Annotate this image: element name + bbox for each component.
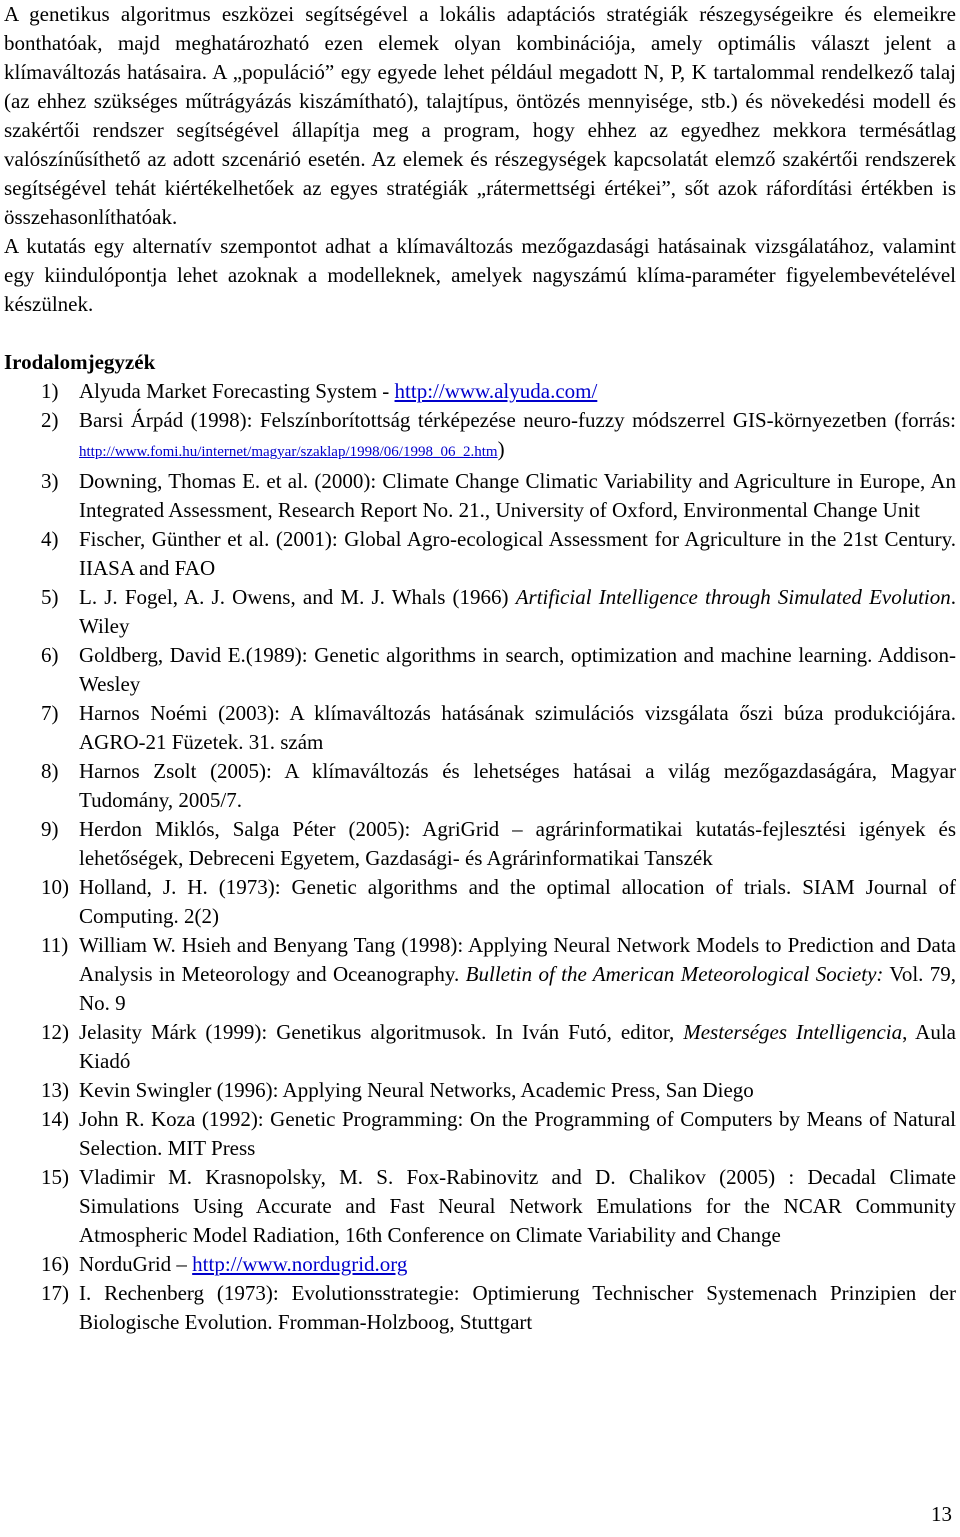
reference-text: Fischer, Günther et al. (2001): Global Agro-ecological Assessment for Agriculture in the 21st Century. IIASA and FAO [79,527,956,580]
reference-number: 12) [41,1020,69,1044]
reference-text: Downing, Thomas E. et al. (2000): Climate Change Climatic Variability and Agriculture in Europe, An Integrated Assessment, Research Report No. 21., University of Oxford, Environmental Change Unit [79,469,956,522]
reference-number: 16) [41,1252,69,1276]
reference-number: 10) [41,875,69,899]
reference-text: Barsi Árpád (1998): Felszínborítottság térképezése neuro-fuzzy módszerrel GIS-környezetben (forrás: [79,408,956,432]
reference-item [4,815,956,873]
reference-number: 1) [41,379,59,403]
reference-number: 6) [41,643,59,667]
reference-text: Harnos Noémi (2003): A klímaváltozás hatásának szimulációs vizsgálata őszi búza produkciójára. AGRO-21 Füzetek. 31. szám [79,701,956,754]
reference-text-tail: ) [497,437,505,461]
reference-link[interactable]: http://www.nordugrid.org [192,1252,408,1276]
reference-number: 13) [41,1078,69,1102]
page-number: 13 [931,1502,952,1526]
reference-number: 8) [41,759,59,783]
reference-text: L. J. Fogel, A. J. Owens, and M. J. Whals (1966) [79,585,516,609]
reference-item [4,699,956,757]
reference-number: 2) [41,408,59,432]
reference-number: 9) [41,817,59,841]
reference-item [4,525,956,583]
reference-text: Goldberg, David E.(1989): Genetic algorithms in search, optimization and machine learning. Addison-Wesley [79,643,956,696]
reference-item [4,1163,956,1250]
reference-item [4,406,956,467]
reference-text: Kevin Swingler (1996): Applying Neural Networks, Academic Press, San Diego [79,1078,754,1102]
reference-number: 17) [41,1281,69,1305]
reference-item [4,873,956,931]
reference-number: 14) [41,1107,69,1131]
reference-text-tail: , Aula Kiadó [79,1020,956,1073]
reference-link[interactable]: http://www.alyuda.com/ [394,379,598,403]
reference-text-tail: Vol. 79, No. 9 [79,962,956,1015]
reference-number: 11) [41,933,69,957]
reference-title-italic: Bulletin of the American Meteorological Society: [465,962,884,986]
reference-text: Herdon Miklós, Salga Péter (2005): AgriGrid – agrárinformatikai kutatás-fejlesztési igények és lehetőségek, Debreceni Egyetem, Gazdasági- és Agrárinformatikai Tanszék [79,817,956,870]
reference-item [4,1018,956,1076]
reference-text: Alyuda Market Forecasting System - [79,379,395,403]
reference-text: William W. Hsieh and Benyang Tang (1998): Applying Neural Network Models to Prediction and Data Analysis in Meteorology and Oceanography. [79,933,956,986]
reference-item [4,583,956,641]
reference-text: Vladimir M. Krasnopolsky, M. S. Fox-Rabinovitz and D. Chalikov (2005) : Decadal Climate Simulations Using Accurate and Fast Neural Network Emulations for the NCAR Community Atmospheric Model Radiation, 16th Conference on Climate Variability and Change [79,1165,956,1247]
reference-text: John R. Koza (1992): Genetic Programming: On the Programming of Computers by Means of Natural Selection. MIT Press [79,1107,956,1160]
reference-text: I. Rechenberg (1973): Evolutionsstrategie: Optimierung Technischer Systemenach Prinzipien der Biologische Evolution. Fromman-Holzboog, Stuttgart [79,1281,956,1334]
body-paragraph-2: A kutatás egy alternatív szempontot adhat a klímaváltozás mezőgazdasági hatásainak vizsgálatához, valamint egy kiindulópontja lehet azoknak a modelleknek, amelyek nagyszámú klíma-paraméter figyelembevételével készülnek. [4,234,956,316]
reference-text-tail: . Wiley [79,585,956,638]
reference-text: Holland, J. H. (1973): Genetic algorithms and the optimal allocation of trials. SIAM Journal of Computing. 2(2) [79,875,956,928]
reference-text: Jelasity Márk (1999): Genetikus algoritmusok. In Iván Futó, editor, [79,1020,684,1044]
reference-number: 15) [41,1165,69,1189]
reference-title-italic: Artificial Intelligence through Simulated Evolution [515,585,951,609]
body-paragraph-1: A genetikus algoritmus eszközei segítségével a lokális adaptációs stratégiák részegységeikre és elemeikre bonthatóak, majd meghatározható ezen elemek olyan kombinációja, amely optimális választ jelent a klímaváltozás hatásaira. A „populáció” egy egyede lehet például megadott N, P, K tartalommal rendelkező talaj (az ehhez szükséges műtrágyázás kiszámítható), talajtípus, öntözés mennyisége, stb.) és növekedési modell és szakértői rendszer segítségével állapítja meg a program, hogy ehhez az egyedhez mekkora termésátlag valószínűsíthető az adott szcenárió esetén. Az elemek és részegységek kapcsolatát elemző szakértői rendszerek segítségével tehát kiértékelhetőek az egyes stratégiák „rátermettségi értékei”, sőt azok ráfordítási értékben is összehasonlíthatóak. [4,2,956,229]
reference-title-italic: Mesterséges Intelligencia [683,1020,903,1044]
bibliography-heading: Irodalomjegyzék [4,350,156,374]
reference-text: NorduGrid – [79,1252,193,1276]
reference-item [4,377,956,406]
reference-item [4,467,956,525]
reference-number: 4) [41,527,59,551]
reference-item [4,641,956,699]
reference-item [4,1105,956,1163]
reference-item [4,931,956,1018]
document-page [4,0,956,1337]
reference-link[interactable]: http://www.fomi.hu/internet/magyar/szaklap/1998/06/1998_06_2.htm [79,444,498,460]
reference-item [4,1279,956,1337]
reference-text: Harnos Zsolt (2005): A klímaváltozás és lehetséges hatásai a világ mezőgazdaságára, Magyar Tudomány, 2005/7. [79,759,956,812]
reference-item [4,1076,956,1105]
reference-number: 5) [41,585,59,609]
reference-item [4,1250,956,1279]
reference-number: 3) [41,469,59,493]
reference-item [4,757,956,815]
reference-number: 7) [41,701,59,725]
reference-list [4,377,956,1337]
